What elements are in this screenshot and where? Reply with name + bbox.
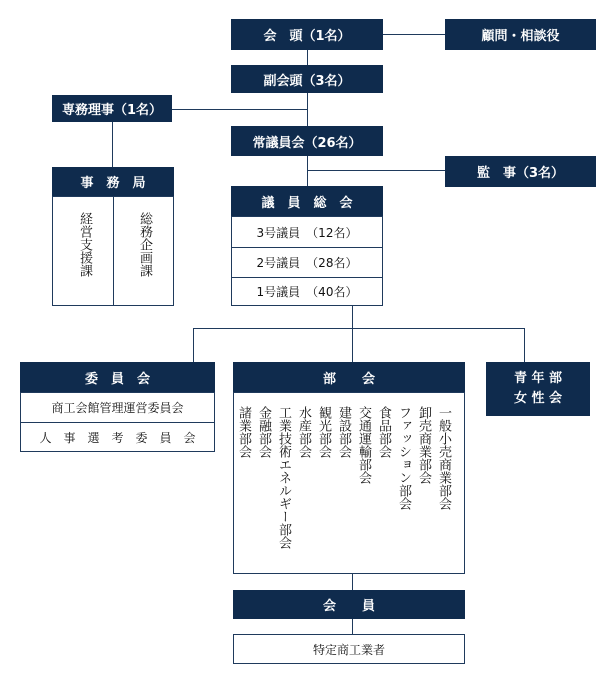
committee-row-jinji: 人 事 選 考 委 員 会 (39, 430, 196, 445)
connector-chairman-advisor (383, 34, 445, 35)
division-item-transport: 交通運輸部会 (356, 406, 371, 484)
general-assembly-body (231, 216, 383, 306)
division-item-tourism: 観光部会 (316, 406, 331, 458)
division-item-finance: 金融部会 (256, 406, 271, 458)
assembly-row-1: 1号議員 （40名） (256, 285, 358, 299)
members-title: 会 員 (233, 590, 465, 619)
division-item-fisheries: 水産部会 (296, 406, 311, 458)
connector-committee (193, 328, 194, 362)
division-item-misc: 諸業部会 (236, 406, 251, 458)
connector-divisions-members (352, 574, 353, 590)
members-row: 特定商工業者 (312, 642, 385, 657)
connector-branch-horizontal (193, 328, 524, 329)
advisor-box: 顧問・相談役 (445, 19, 596, 50)
committee-title: 委 員 会 (20, 362, 215, 392)
division-item-general-retail: 一般小売商業部会 (436, 406, 451, 510)
connector-spine-lower (307, 156, 308, 186)
connector-youth (524, 328, 525, 362)
secretariat-section-somu: 総務企画課 (137, 212, 152, 277)
connector-spine-upper (307, 50, 308, 65)
assembly-row-2: 2号議員 （28名） (256, 256, 358, 270)
connector-divisions (352, 328, 353, 362)
auditor-box: 監 事（3名） (445, 156, 596, 187)
standing-council-box: 常議員会（26名） (231, 126, 383, 156)
youth-label: 青 年 部 (513, 371, 563, 386)
secretariat-body (52, 196, 174, 306)
division-item-wholesale: 卸売商業部会 (416, 406, 431, 484)
vice-chairman-box: 副会頭（3名） (231, 65, 383, 93)
connector-assembly-down (352, 306, 353, 328)
members-body (233, 634, 465, 664)
general-assembly-title: 議 員 総 会 (231, 186, 383, 216)
youth-women-box (486, 362, 590, 416)
division-item-food: 食品部会 (376, 406, 391, 458)
connector-auditor (307, 170, 445, 171)
connector-members-row (352, 619, 353, 634)
assembly-row-3: 3号議員 （12名） (256, 225, 358, 240)
committee-row-kaikan: 商工会館管理運営委員会 (51, 401, 184, 415)
connector-managing-director (172, 109, 308, 110)
divisions-title: 部 会 (233, 362, 465, 392)
secretariat-divider (113, 197, 114, 305)
division-item-fashion: ファッション部会 (396, 406, 411, 510)
chairman-box: 会 頭（1名） (231, 19, 383, 50)
committee-body (20, 392, 215, 452)
division-item-construction: 建設部会 (336, 406, 351, 458)
division-item-industry-energy: 工業技術エネルギー部会 (276, 406, 291, 549)
secretariat-section-keiei: 経営支援課 (77, 212, 92, 277)
women-label: 女 性 会 (513, 391, 563, 406)
connector-secretariat (112, 122, 113, 167)
secretariat-title: 事 務 局 (52, 167, 174, 196)
managing-director-box: 専務理事（1名） (52, 95, 172, 122)
